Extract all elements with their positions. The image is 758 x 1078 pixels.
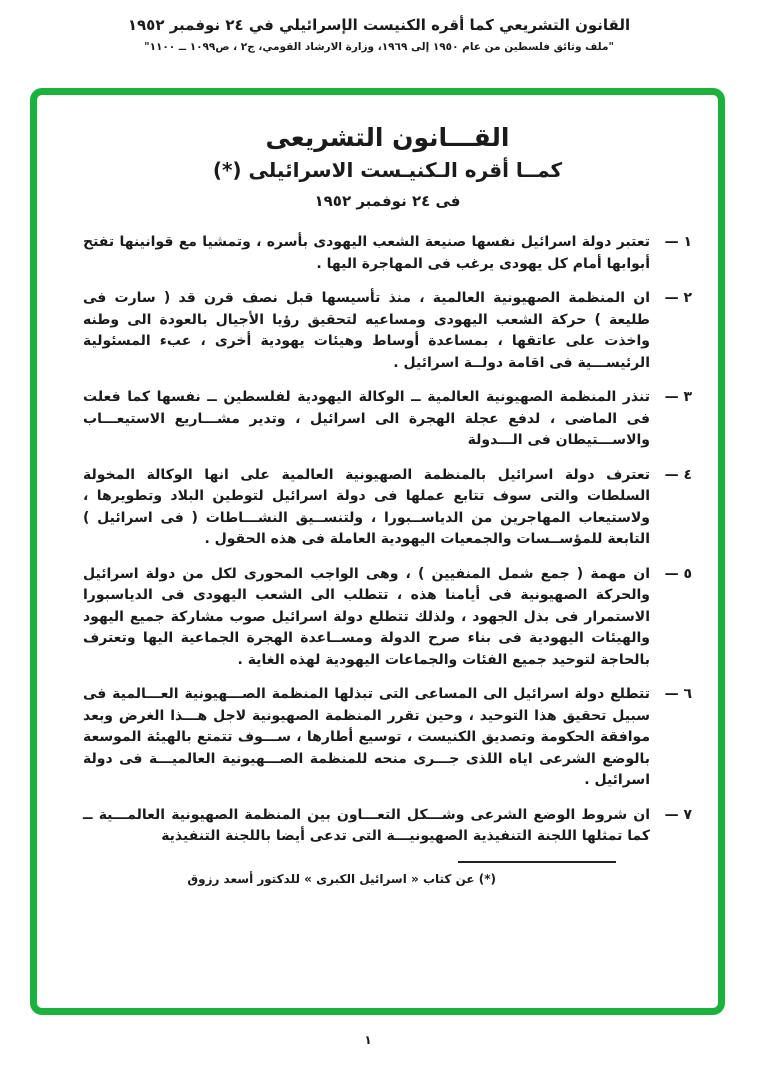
paragraph-text: تعترف دولة اسرائيل بالمنظمة الصهيونية العالمية على انها الوكالة المخولة السلطات والتى سوف تتابع عملها فى دولة اسرائيل لتوطين البلاد وتطويرها ، ولاستيعاب المهاجرين من الدياســبورا ، ولتنســيق النشـــاطات ( فى اسرائيل ) التابعة للمؤســسات والجمعيات اليهودية العاملة فى هذه الحقول . <box>83 466 650 547</box>
page-header-citation: "ملف وثائق فلسطين من عام ١٩٥٠ إلى ١٩٦٩، وزارة الارشاد القومي، ج٢ ، ص١٠٩٩ ــ ١١٠٠" <box>144 41 614 53</box>
paragraph-number: ٢ — <box>664 290 692 306</box>
paragraph-text: تنذر المنظمة الصهيونية العالمية ــ الوكالة اليهودية لفلسطين ــ نفسها كما فعلت فى الماضى ، لدفع عجلة الهجرة الى اسرائيل ، وتدير مشـــاريع الاستيعـــاب والاســـتيطان فى الـــدولة <box>83 389 650 448</box>
document-date: فى ٢٤ نوفمبر ١٩٥٢ <box>314 192 461 210</box>
law-paragraph-2 <box>83 288 692 374</box>
document-subtitle: كمــا أقره الـكنيـست الاسرائيلى (*) <box>212 158 563 182</box>
law-paragraph-4 <box>83 465 692 551</box>
law-paragraph-1 <box>83 232 692 275</box>
paragraph-number: ٥ — <box>664 565 692 582</box>
paragraph-number: ٤ — <box>664 466 692 483</box>
law-paragraph-5 <box>83 564 692 672</box>
law-paragraph-7 <box>83 805 692 848</box>
paragraph-text: ان المنظمة الصهيونية العالمية ، منذ تأسيسها قبل نصف قرن قد ( سارت فى طليعة ) حركة الشعب اليهودى ومساعيه لتحقيق رؤيا الأجيال بالعودة الى وطنه واخذت على عاتقها ، بمساعدة أوساط وهيئات يهودية أخرى ، عبء المسئولية الرئيســـية فى اقامة دولــة اسرائيل . <box>83 290 650 371</box>
page-header-title: القانون التشريعي كما أقره الكنيست الإسرائيلي في ٢٤ نوفمبر ١٩٥٢ <box>127 16 631 34</box>
page-header <box>0 0 758 53</box>
footnote: (*) عن كتاب « اسرائيل الكبرى » للدكتور أسعد رزوق <box>187 871 496 886</box>
page-number: ١ <box>364 1033 372 1047</box>
paragraph-text: ان مهمة ( جمع شمل المنفيين ) ، وهى الواجب المحورى لكل من دولة اسرائيل والحركة الصهيونية فى أيامنا هذه ، تتطلب الى الشعب اليهودى فى الدياسبورا الاستمرار فى بذل الجهود ، ولذلك تتطلع دولة اسرائيل صوب مشاركة جميع اليهود والهيئات اليهودية فى بناء صرح الدولة ومســاعدة الهجرة الجماعية اليها وتعترف بالحاجة لتوحيد جميع الفئات والجماعات اليهودية لهذه الغاية . <box>83 565 650 668</box>
paragraph-text: ان شروط الوضع الشرعى وشـــكل التعـــاون بين المنظمة الصهيونية العالمـــية ــ كما تمثلها اللجنة التنفيذية الصهيونيـــة التى تدعى أيضا باللجنة التنفيذية <box>83 806 650 844</box>
paragraph-text: تتطلع دولة اسرائيل الى المساعى التى تبذلها المنظمة الصـــهيونية العـــالمية فى سبيل تحقيق هذا التوحيد ، وحين تقرر المنظمة الصهيونية لاجل هـــذا الغرض وبعد موافقة الحكومة وتصديق الكنيست ، توسيع أطارها ، ســـوف تتمتع بالهيئة الموسعة بالوضع الشرعى اياه اللذى جـــرى منحه للمنظمة الصـــهيونية العالميـــة فى دولة اسرائيل . <box>83 686 650 788</box>
law-paragraph-3 <box>83 387 692 452</box>
paragraph-number: ٧ — <box>664 806 692 823</box>
law-paragraph-6 <box>83 684 692 792</box>
paragraph-number: ٣ — <box>664 389 692 405</box>
document-title: القـــانون التشريعى <box>265 123 510 152</box>
paragraph-number: ٦ — <box>664 686 692 702</box>
law-paragraph-list <box>83 232 692 848</box>
paragraph-text: تعتبر دولة اسرائيل نفسها صنيعة الشعب اليهودى بأسره ، وتمشيا مع قوانينها تفتح أبوابها أمام كل يهودى يرغب فى المهاجرة اليها . <box>83 234 650 272</box>
document-frame <box>30 88 725 1015</box>
paragraph-number: ١ — <box>664 234 692 250</box>
footnote-divider <box>458 861 616 863</box>
